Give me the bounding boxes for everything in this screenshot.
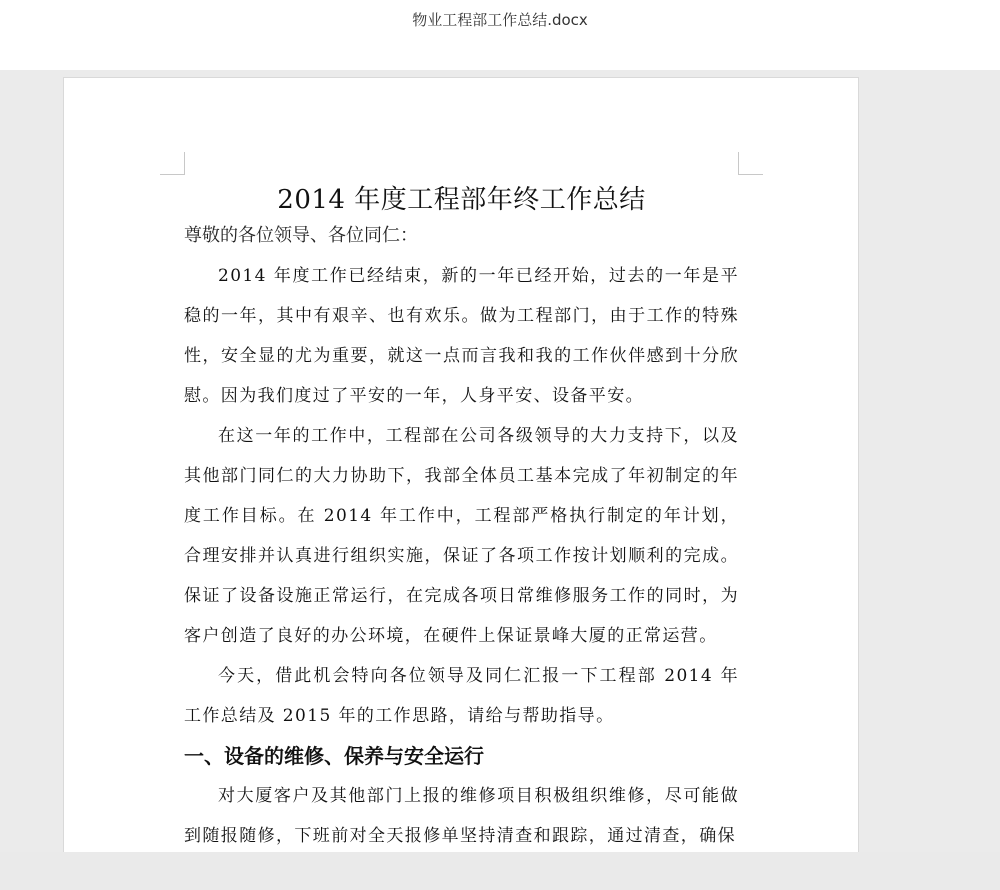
document-title: 2014 年度工程部年终工作总结: [277, 185, 646, 215]
paragraph: 2014 年度工作已经结束，新的一年已经开始，过去的一年是平稳的一年，其中有艰辛、也有欢乐。做为工程部门，由于工作的特殊性，安全显的尤为重要，就这一点而言我和我的工作伙伴感到十分欣慰。因为我们度过了平安的一年，人身平安、设备平安。: [184, 266, 739, 406]
section-heading: 一、设备的维修、保养与安全运行: [184, 744, 484, 768]
title-bar: [0, 0, 1000, 70]
document-page[interactable]: [64, 78, 858, 890]
paragraph: 对大厦客户及其他部门上报的维修项目积极组织维修，尽可能做到随报随修，下班前对全天报修单坚持清查和跟踪，通过清查，确保: [184, 786, 739, 846]
document-body[interactable]: [184, 174, 739, 856]
document-filename: 物业工程部工作总结.docx: [412, 11, 588, 29]
salutation: 尊敬的各位领导、各位同仁：: [184, 225, 418, 246]
crop-mark-top-left: [160, 152, 185, 175]
status-bar: [0, 852, 1000, 890]
paragraph: 在这一年的工作中，工程部在公司各级领导的大力支持下，以及其他部门同仁的大力协助下，我部全体员工基本完成了年初制定的年度工作目标。在 2014 年工作中，工程部严格执行制定的年计划，合理安排并认真进行组织实施，保证了各项工作按计划顺利的完成。保证了设备设施正常运行，在完成各项日常维修服务工作的同时，为客户创造了良好的办公环境，在硬件上保证景峰大厦的正常运营。: [184, 426, 739, 646]
paragraph: 今天，借此机会特向各位领导及同仁汇报一下工程部 2014 年工作总结及 2015 年的工作思路，请给与帮助指导。: [184, 666, 739, 726]
crop-mark-top-right: [738, 152, 763, 175]
